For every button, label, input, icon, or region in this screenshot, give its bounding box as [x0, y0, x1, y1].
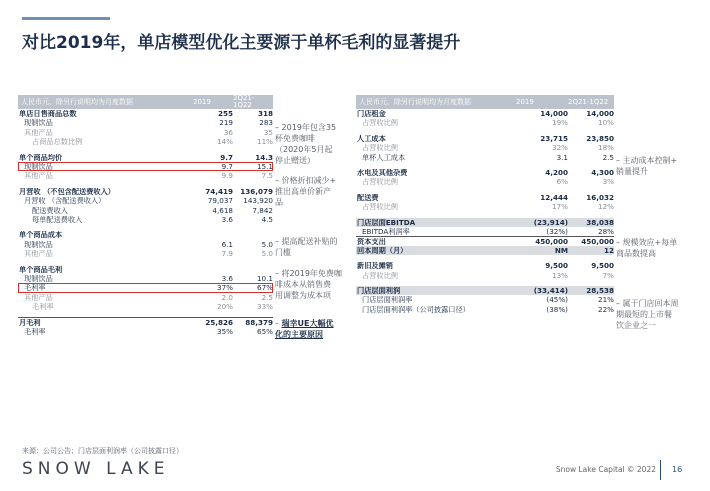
value-2019: 9.7 [221, 162, 233, 172]
row-label: 水电及其他杂费 [357, 169, 408, 177]
value-2019: 3.6 [221, 215, 233, 224]
row-label: 现制饮品 [24, 119, 53, 127]
row-label: 现制饮品 [24, 240, 53, 248]
value-2019: 14,000 [540, 109, 568, 119]
value-2019: NM [554, 245, 568, 255]
row-label: 回本周期（月） [357, 246, 408, 254]
value-2q21: 14.3 [255, 152, 273, 162]
table-row [18, 109, 273, 118]
title-accent-bar [22, 17, 110, 20]
value-2q21: 18% [598, 143, 614, 153]
source-note: 来源：公司公告；门店层面利润率（公司披露口径） [22, 447, 183, 455]
row-label: 占营收比例 [362, 203, 398, 211]
brand-logo: SNOW LAKE [22, 459, 170, 479]
header-col-2019: 2019 [516, 97, 534, 106]
table-row [18, 187, 273, 196]
table-row [18, 171, 273, 180]
value-2019: 2.0 [221, 292, 233, 302]
value-2019: 36 [223, 127, 233, 137]
row-label: 占营收比例 [362, 144, 398, 152]
right-financial-table [356, 95, 614, 314]
note-free-coffee-text: 2019年包含35 杯免费咖啡 （2020年5月起 停止赠送） [275, 123, 337, 165]
table-row [18, 249, 273, 258]
value-2q21: 22% [598, 304, 614, 314]
value-2q21: 12% [598, 202, 614, 212]
row-label: 其他产品 [24, 172, 53, 180]
value-2q21: 23,850 [586, 133, 614, 143]
value-2019: 79,037 [207, 196, 233, 206]
row-label: 现制饮品 [24, 274, 53, 283]
table-row [356, 305, 614, 314]
row-label: 月毛利 [19, 319, 41, 327]
table-row [356, 109, 614, 118]
note-delivery-text: 提高配送补贴的 门槛 [275, 237, 338, 257]
value-2q21: 7.5 [261, 171, 273, 181]
table-row [18, 206, 273, 215]
value-2q21: 12 [603, 245, 614, 255]
table-row [18, 293, 273, 302]
value-2q21: 88,379 [245, 318, 273, 328]
table-row [356, 134, 614, 143]
table-row [356, 153, 614, 162]
row-label: 其他产品 [24, 293, 53, 301]
value-2q21: 38,038 [586, 217, 614, 227]
table-row [356, 218, 614, 227]
value-2019: 17% [552, 202, 568, 212]
value-2q21: 10.1 [256, 273, 273, 283]
value-2q21: 4.5 [261, 215, 273, 224]
value-2q21: 4,300 [591, 168, 614, 178]
value-2q21: 5.0 [261, 249, 273, 259]
value-2019: 4,618 [212, 205, 233, 215]
note-main-reason-text: 瑞幸UE大幅优 化的主要原因 [275, 319, 334, 339]
value-2q21: 7,842 [252, 205, 273, 215]
note-price-text: 价格折扣减少+ 推出高单价新产 品 [275, 176, 337, 207]
value-2q21: 143,920 [243, 196, 273, 206]
value-2019: 19% [552, 118, 568, 128]
table-row [18, 240, 273, 249]
row-label: 人工成本 [357, 134, 386, 143]
row-label: 占商品总数比例 [32, 138, 83, 146]
value-2019: 255 [217, 109, 233, 119]
header-label: 人民币元，除另行说明均为月度数据 [359, 97, 471, 106]
row-label: 毛利率 [24, 284, 46, 292]
value-2q21: 28% [598, 227, 614, 236]
header-col-2q21: 2Q21-1Q22 [568, 97, 609, 106]
header-label: 人民币元，除另行说明均为月度数据 [21, 97, 133, 106]
value-2q21: 318 [257, 109, 273, 119]
note-cost-adjust: – 将2019年免费咖 啡成本从销售费 用调整为成本项 [275, 269, 342, 300]
table-row [18, 264, 273, 273]
row-label: 月营收 （不包含配送费收入） [19, 187, 115, 196]
value-2q21: 28,538 [586, 285, 614, 295]
note-price: – 价格折扣减少+ 推出高单价新产 品 [275, 176, 337, 207]
row-label: 单个商品毛利 [19, 265, 63, 273]
value-2q21: 2.5 [602, 152, 614, 162]
value-2019: 23,715 [540, 133, 568, 143]
value-2019: 3.6 [221, 273, 233, 283]
row-label: 单个商品均价 [19, 153, 63, 161]
value-2q21: 67% [257, 283, 273, 293]
value-2019: (32%) [546, 227, 568, 236]
row-label: 单杯人工成本 [362, 153, 406, 161]
table-row [18, 327, 273, 336]
note-cost-control-text: 主动成本控制+ 销量提升 [616, 156, 678, 176]
row-label: 现制饮品 [24, 163, 53, 171]
table-row [18, 215, 273, 224]
note-cost-control: – 主动成本控制+ 销量提升 [616, 156, 678, 176]
table-header [356, 95, 614, 109]
note-free-coffee: – 2019年包含35 杯免费咖啡 （2020年5月起 停止赠送） [275, 123, 337, 165]
value-2q21: 14,000 [586, 109, 614, 119]
table-row [18, 274, 273, 283]
note-scale-text: 规模效应+每单 商品数提高 [616, 238, 678, 258]
page-number: 16 [672, 465, 683, 474]
value-2q21: 15.1 [256, 162, 273, 172]
row-label: 占营收比例 [362, 178, 398, 186]
value-2q21: 136,079 [240, 186, 273, 196]
value-2019: 12,444 [540, 192, 568, 202]
value-2019: 74,419 [205, 186, 233, 196]
value-2q21: 10% [598, 118, 614, 128]
value-2019: 9.9 [221, 171, 233, 181]
value-2019: 4,200 [545, 168, 568, 178]
value-2q21: 3% [602, 177, 614, 187]
note-payback: – 属于门店回本周 期最短的上市餐 饮企业之一 [616, 299, 679, 330]
table-row [356, 143, 614, 152]
table-header [18, 95, 273, 109]
table-row [356, 246, 614, 255]
note-main-reason: – 瑞幸UE大幅优 化的主要原因 [275, 319, 334, 339]
table-row [356, 202, 614, 211]
table-row [18, 128, 273, 137]
header-col-2q21: 2Q21-1Q22 [233, 94, 255, 109]
table-row [18, 118, 273, 127]
value-2019: 7.9 [221, 249, 233, 259]
table-row [356, 227, 614, 236]
row-label: 新旧及摊销 [357, 262, 393, 270]
value-2019: 37% [217, 283, 233, 293]
note-cost-adjust-text: 将2019年免费咖 啡成本从销售费 用调整为成本项 [275, 269, 342, 300]
table-row [356, 261, 614, 270]
row-label: 其他产品 [24, 128, 53, 137]
value-2q21: 9,500 [591, 261, 614, 271]
row-label: 占营收比例 [362, 119, 398, 127]
note-payback-text: 属于门店回本周 期最短的上市餐 饮企业之一 [616, 299, 679, 330]
row-label: 门店层面EBITDA [357, 218, 416, 226]
table-row [356, 236, 614, 245]
table-row [356, 286, 614, 295]
value-2q21: 283 [259, 118, 273, 128]
value-2019: (38%) [546, 304, 568, 314]
table-row [18, 302, 273, 311]
row-label: EBITDA利润率 [362, 228, 410, 236]
table-row [356, 270, 614, 279]
header-col-2019: 2019 [193, 97, 211, 106]
page-title: 对比2019年，单店模型优化主要源于单杯毛利的显著提升 [22, 33, 461, 53]
table-row [356, 168, 614, 177]
row-label: 资本支出 [357, 237, 386, 246]
row-label: 单个商品成本 [19, 231, 63, 239]
value-2q21: 450,000 [581, 236, 614, 246]
value-2019: 14% [217, 137, 233, 147]
table-row [18, 317, 273, 326]
table-row [18, 137, 273, 146]
value-2q21: 2.5 [261, 292, 273, 302]
value-2q21: 21% [598, 295, 614, 305]
value-2019: 35% [217, 326, 233, 336]
value-2019: 6% [556, 177, 568, 187]
table-row [356, 295, 614, 304]
value-2019: 6.1 [221, 239, 233, 249]
value-2q21: 33% [257, 302, 273, 312]
row-label: 每单配送费收入 [32, 216, 83, 224]
row-label: 门店层面利润 [357, 286, 401, 295]
value-2019: 9,500 [545, 261, 568, 271]
left-financial-table [18, 95, 273, 336]
value-2q21: 7% [602, 270, 614, 280]
value-2019: 13% [552, 270, 568, 280]
value-2019: 20% [217, 302, 233, 312]
value-2q21: 11% [257, 137, 273, 147]
row-label: 配送费 [357, 193, 379, 202]
row-label: 占营收比例 [362, 271, 398, 279]
note-scale: – 规模效应+每单 商品数提高 [616, 238, 678, 258]
footer-copyright: Snow Lake Capital © 2022 [555, 465, 656, 474]
row-label: 毛利率 [24, 327, 46, 336]
value-2019: (33,414) [533, 285, 568, 295]
value-2q21: 16,032 [586, 192, 614, 202]
row-label: 配送费收入 [32, 206, 68, 214]
value-2019: (45%) [546, 295, 568, 305]
value-2q21: 65% [257, 326, 273, 336]
value-2019: (23,914) [533, 217, 568, 227]
row-label: 门店层面利润率 [362, 296, 413, 304]
footer-divider [660, 460, 661, 480]
table-row [18, 153, 273, 162]
table-row [18, 283, 273, 292]
value-2019: 25,826 [205, 318, 233, 328]
row-label: 单店日售商品总数 [19, 110, 77, 118]
value-2019: 32% [552, 143, 568, 153]
table-row [18, 196, 273, 205]
table-row [356, 193, 614, 202]
value-2q21: 5.0 [261, 239, 273, 249]
table-row [18, 230, 273, 239]
value-2019: 9.7 [220, 152, 233, 162]
value-2q21: 35 [263, 127, 273, 137]
table-row [18, 162, 273, 171]
table-row [356, 118, 614, 127]
value-2019: 3.1 [556, 152, 568, 162]
table-row [356, 177, 614, 186]
note-delivery: – 提高配送补贴的 门槛 [275, 237, 338, 257]
row-label: 毛利率 [32, 303, 54, 311]
row-label: 月营收 （含配送费收入） [24, 197, 106, 205]
row-label: 其他产品 [24, 250, 53, 258]
value-2019: 219 [219, 118, 233, 128]
row-label: 门店层面利润率（公司披露口径） [362, 305, 470, 313]
value-2019: 450,000 [535, 236, 568, 246]
row-label: 门店租金 [357, 110, 386, 118]
